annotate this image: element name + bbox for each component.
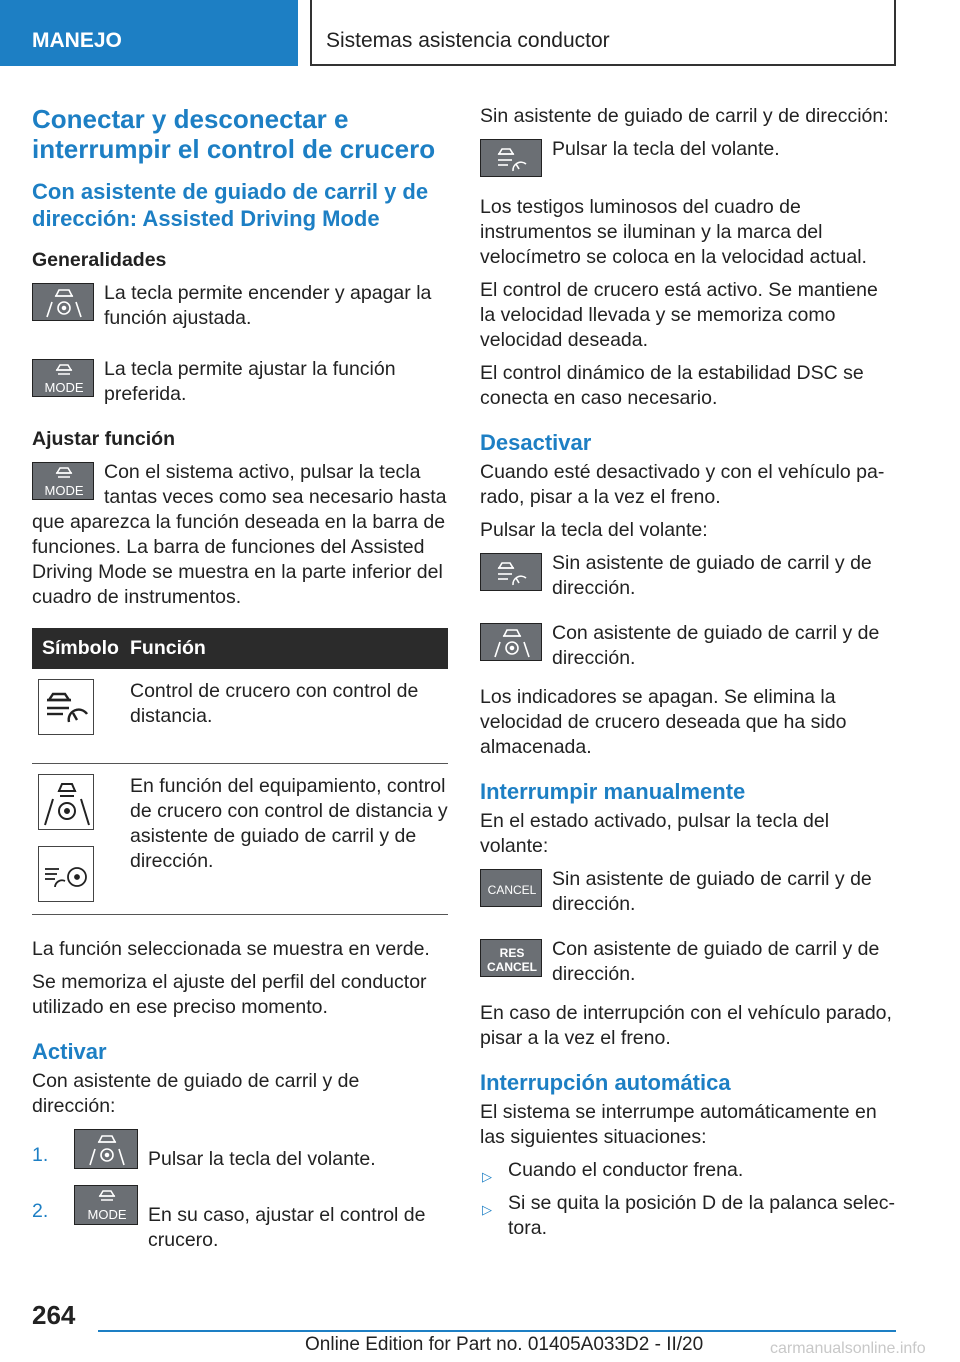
general-text-1: La tecla permite encender y apagar la función ajustada.: [104, 282, 432, 329]
general-text-2: La tecla permite ajustar la función preferida.: [104, 358, 396, 405]
cruise-distance-icon: [38, 679, 94, 735]
bullet-triangle-icon: ▷: [482, 1202, 492, 1217]
adjust-item: [32, 460, 448, 610]
chapter-title: Sistemas asistencia conductor: [312, 0, 896, 66]
cancel-button-icon: [480, 869, 542, 907]
bullet-triangle-icon: ▷: [482, 1169, 492, 1184]
symbol-table: [32, 628, 448, 915]
res-cancel-button-icon: [480, 939, 542, 977]
cruise-steering-icon: [38, 846, 94, 902]
deact-item-1: [480, 551, 896, 601]
svg-text:RES: RES: [499, 946, 525, 960]
memory-text: Se memoriza el ajuste del perfil del conductor utilizado en ese preciso momento.: [32, 971, 427, 1018]
page-number: 264: [32, 1300, 76, 1330]
page-header: [0, 0, 960, 66]
table-header-function: Función: [130, 628, 448, 669]
cruise-button-icon: [480, 553, 542, 591]
section-tab: MANEJO: [0, 0, 298, 66]
press-wheel-colon: Pulsar la tecla del volante:: [480, 519, 708, 541]
activate-intro: Con asistente de guiado de carril y de dirección:: [32, 1070, 360, 1117]
spacer: [32, 339, 448, 357]
auto-heading: Interrupción automática: [480, 1070, 731, 1095]
mode-button-icon: [32, 462, 94, 500]
int-text-1: Sin asistente de guiado de carril y de dirección.: [552, 868, 872, 915]
step-number: 2.: [32, 1200, 49, 1222]
left-column: [32, 100, 448, 1265]
mode-button-icon: [74, 1185, 138, 1225]
deact-text-2: Con asistente de guiado de carril y de dirección.: [552, 622, 880, 669]
deact-item-2: [480, 621, 896, 671]
list-item: [480, 1158, 896, 1183]
deact-text-1: Sin asistente de guiado de carril y de dirección.: [552, 552, 872, 599]
lane-assist-button-icon: [480, 623, 542, 661]
lights-text: Los testigos luminosos del cuadro de instrumentos se iluminan y la marca del velocímetro se coloca en la velocidad actual.: [480, 196, 867, 268]
int-item-1: [480, 867, 896, 917]
int-text-2: Con asistente de guiado de carril y de dirección.: [552, 938, 880, 985]
press-wheel-text: Pulsar la tecla del volante.: [552, 138, 780, 160]
selected-text: La función seleccionada se muestra en verde.: [32, 938, 430, 960]
step-text: En su caso, ajustar el control de crucero.: [148, 1204, 426, 1251]
deactivate-text: Cuando esté desactivado y con el vehículo parado, pisar a la vez el freno.: [480, 461, 885, 508]
active-text: El control de crucero está activo. Se mantiene la velocidad llevada y se memoriza como velocidad deseada.: [480, 279, 878, 351]
mode-button-icon: [32, 359, 94, 397]
interrupt-text: En el estado activado, pulsar la tecla del volante:: [480, 810, 830, 857]
lane-assist-button-icon: [74, 1129, 138, 1169]
svg-text:MODE: MODE: [44, 483, 84, 498]
int-stopped-text: En caso de interrupción con el vehículo parado, pisar a la vez el freno.: [480, 1002, 892, 1049]
lane-assist-button-icon: [32, 283, 94, 321]
interrupt-heading: Interrumpir manualmente: [480, 779, 746, 804]
list-item: [32, 1129, 448, 1173]
general-item-1: [32, 281, 448, 331]
svg-text:CANCEL: CANCEL: [487, 960, 537, 974]
cruise-button-icon: [480, 139, 542, 177]
auto-text: El sistema se interrumpe automáticamente en las siguientes situaciones:: [480, 1101, 877, 1148]
table-row: [32, 669, 448, 764]
mode-label: MODE: [44, 380, 84, 395]
lane-steering-assist-icon: [38, 774, 94, 830]
bullet-text: Si se quita la posición D de la palanca selectora.: [508, 1192, 895, 1239]
adjust-heading: Ajustar función: [32, 428, 176, 450]
edition-footer: Online Edition for Part no. 01405A033D2 - II/20: [305, 1334, 704, 1355]
list-item: [480, 1191, 896, 1241]
dsc-text: El control dinámico de la estabilidad DSC se conecta en caso necesario.: [480, 362, 864, 409]
general-item-2: [32, 357, 448, 407]
table-row: [32, 764, 448, 915]
table-cell: En función del equipamiento, control de crucero con control de distancia y asistente de guiado de carril y de dirección.: [130, 764, 448, 915]
int-item-2: [480, 937, 896, 987]
page-title: Conectar y desconectar e interrumpir el control de crucero: [32, 104, 436, 164]
step-number: 1.: [32, 1144, 49, 1166]
watermark: carmanualsonline.info: [770, 1340, 926, 1357]
table-cell: Control de crucero con control de distancia.: [130, 669, 448, 764]
right-column: [480, 104, 896, 1249]
step-text: Pulsar la tecla del volante.: [148, 1148, 376, 1170]
auto-list: [480, 1158, 896, 1241]
general-heading: Generalidades: [32, 249, 167, 271]
table-header-symbol: Símbolo: [32, 628, 130, 669]
indicators-off-text: Los indicadores se apagan. Se elimina la velocidad de crucero deseada que ha sido almacenada.: [480, 686, 847, 758]
no-assist-intro: Sin asistente de guiado de carril y de dirección:: [480, 105, 889, 127]
deactivate-heading: Desactivar: [480, 430, 592, 455]
svg-text:CANCEL: CANCEL: [487, 883, 537, 897]
adjust-text: Con el sistema activo, pulsar la tecla tantas veces como sea necesario hasta que aparezca la función deseada en la barra de funciones. La barra de funciones del Assisted Driving Mode se muestra en la parte inferior del cuadro de instrumentos.: [32, 461, 447, 608]
activate-steps: [32, 1129, 448, 1253]
activate-heading: Activar: [32, 1039, 107, 1064]
list-item: [32, 1185, 448, 1253]
bullet-text: Cuando el conductor frena.: [508, 1159, 744, 1181]
press-wheel-item: [480, 137, 896, 181]
svg-text:MODE: MODE: [87, 1207, 127, 1222]
footer-divider: [98, 1330, 896, 1332]
subtitle: Con asistente de guiado de carril y de dirección: Assisted Driving Mode: [32, 179, 429, 231]
